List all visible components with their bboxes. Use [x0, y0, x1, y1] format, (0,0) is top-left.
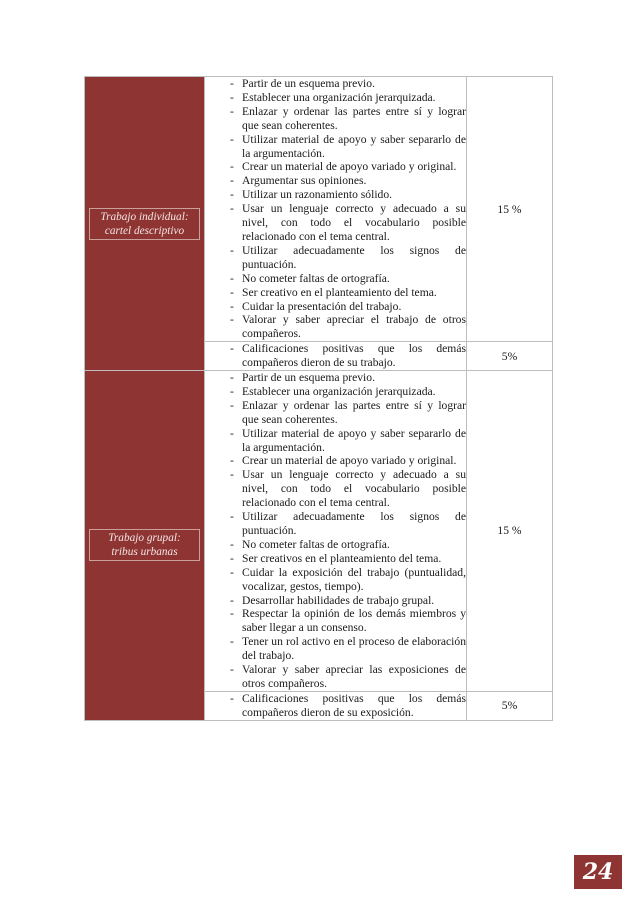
criteria-cell	[205, 371, 467, 692]
list-item: - Utilizar un razonamiento sólido.	[230, 188, 393, 202]
table-row	[85, 77, 553, 342]
list-item: - Partir de un esquema previo.	[230, 77, 375, 90]
list-item: - Usar un lenguaje correcto y adecuado a su nivel, con todo el vocabulario posible relacionado con el tema central.	[230, 202, 466, 243]
list-item: - Cuidar la presentación del trabajo.	[230, 299, 402, 313]
list-item: - Utilizar material de apoyo y saber separarlo de la argumentación.	[230, 132, 466, 160]
section-label-cell	[85, 371, 205, 721]
list-item: - Cuidar la exposición del trabajo (puntualidad, vocalizar, gestos, tiempo).	[230, 565, 466, 593]
weight-cell: 15 %	[467, 77, 553, 342]
list-item: - Ser creativo en el planteamiento del tema.	[230, 285, 437, 299]
section-label: Trabajo individual: cartel descriptivo	[89, 208, 200, 240]
list-item: - Argumentar sus opiniones.	[230, 174, 367, 188]
list-item: - Calificaciones positivas que los demás compañeros dieron de su trabajo.	[230, 342, 466, 370]
list-item: - Crear un material de apoyo variado y original.	[230, 454, 457, 468]
list-item: - Utilizar adecuadamente los signos de puntuación.	[230, 243, 466, 271]
page-number: 24	[574, 855, 622, 889]
list-item: - Utilizar adecuadamente los signos de puntuación.	[230, 510, 466, 537]
list-item: - Usar un lenguaje correcto y adecuado a su nivel, con todo el vocabulario posible relacionado con el tema central.	[230, 468, 466, 510]
weight-cell: 15 %	[467, 371, 553, 692]
peer-criteria-cell	[205, 691, 467, 720]
list-item: - Calificaciones positivas que los demás compañeros dieron de su exposición.	[230, 691, 466, 719]
evaluation-rubric-table	[84, 76, 553, 721]
section-label-cell	[85, 77, 205, 371]
peer-criteria-cell	[205, 342, 467, 371]
criteria-cell	[205, 77, 467, 342]
weight-cell: 5%	[467, 691, 553, 720]
peer-criteria-list	[205, 342, 466, 370]
table-row	[85, 371, 553, 692]
list-item: - Enlazar y ordenar las partes entre sí y lograr que sean coherentes.	[230, 398, 466, 426]
peer-criteria-list	[205, 692, 466, 720]
list-item: - Establecer una organización jerarquizada.	[230, 384, 436, 398]
list-item: - Crear un material de apoyo variado y original.	[230, 160, 457, 174]
criteria-list	[205, 371, 466, 691]
weight-cell: 5%	[467, 342, 553, 371]
list-item: - Desarrollar habilidades de trabajo grupal.	[230, 593, 435, 607]
list-item: - Tener un rol activo en el proceso de elaboración del trabajo.	[230, 635, 466, 663]
list-item: - No cometer faltas de ortografía.	[230, 271, 390, 285]
list-item: - Establecer una organización jerarquizada.	[230, 90, 436, 104]
list-item: - Valorar y saber apreciar las exposiciones de otros compañeros.	[230, 663, 466, 690]
list-item: - No cometer faltas de ortografía.	[230, 537, 390, 551]
list-item: - Enlazar y ordenar las partes entre sí y lograr que sean coherentes.	[230, 104, 466, 132]
list-item: - Utilizar material de apoyo y saber separarlo de la argumentación.	[230, 426, 466, 454]
list-item: - Valorar y saber apreciar el trabajo de otros compañeros.	[230, 313, 466, 341]
list-item: - Ser creativos en el planteamiento del tema.	[230, 551, 442, 565]
section-label: Trabajo grupal: tribus urbanas	[89, 529, 200, 561]
list-item: - Respectar la opinión de los demás miembros y saber llegar a un consenso.	[230, 607, 466, 635]
criteria-list	[205, 77, 466, 341]
list-item: - Partir de un esquema previo.	[230, 371, 375, 385]
